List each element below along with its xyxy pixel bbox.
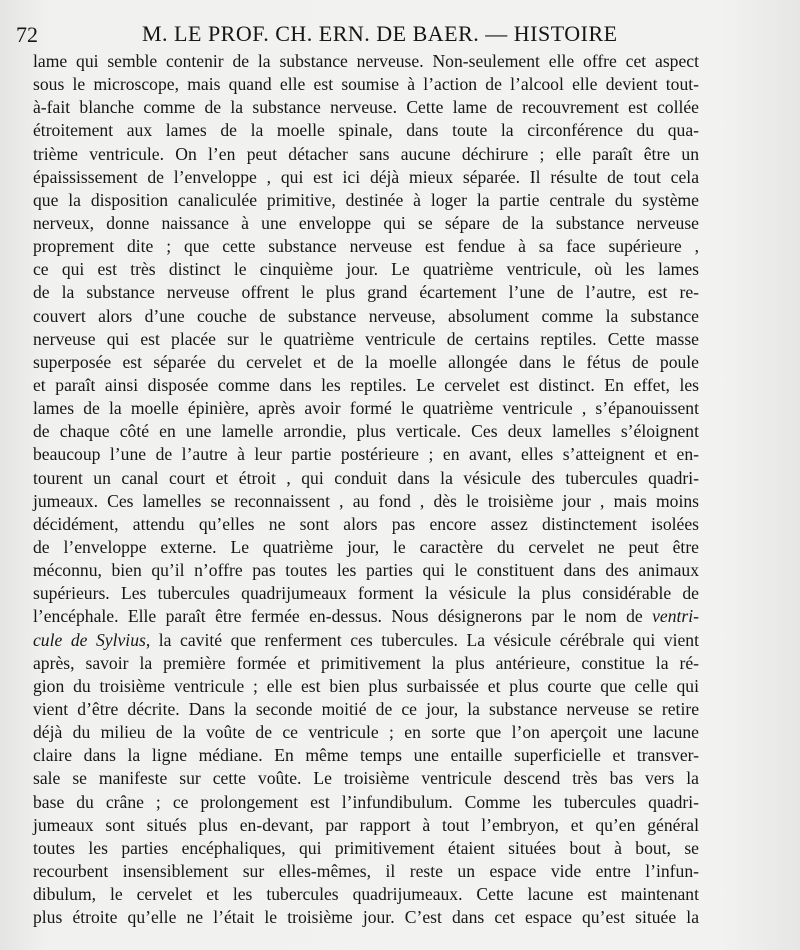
text-segment: jumeaux. Ces lamelles se reconnaissent , au fond , dès le troisième jour , mais moins bbox=[33, 490, 699, 511]
text-line bbox=[33, 559, 699, 582]
page-number: 72 bbox=[16, 22, 38, 47]
text-line bbox=[33, 189, 699, 212]
text-segment: à-fait blanche comme de la substance nerveuse. Cette lame de recouvrement est collée bbox=[33, 97, 699, 118]
text-line bbox=[33, 883, 699, 906]
text-segment: de chaque côté en une lamelle arrondie, plus verticale. Ces deux lamelles s’éloignent bbox=[33, 421, 699, 442]
text-segment: vient d’être décrite. Dans la seconde moitié de ce jour, la substance nerveuse se retire bbox=[33, 698, 699, 719]
text-line bbox=[33, 513, 699, 536]
text-segment: nerveux, donne naissance à une enveloppe qui se sépare de la substance nerveuse bbox=[33, 212, 699, 233]
running-title: M. LE PROF. CH. ERN. DE BAER. — HISTOIRE bbox=[142, 21, 618, 46]
text-line bbox=[33, 837, 699, 860]
text-segment: dibulum, le cervelet et les tubercules quadrijumeaux. Cette lacune est maintenant bbox=[33, 884, 699, 905]
text-segment: l’encéphale. Elle paraît être fermée en-dessus. Nous désignerons par le nom de bbox=[33, 606, 653, 627]
text-line bbox=[33, 235, 699, 258]
text-line bbox=[33, 629, 699, 652]
text-segment: trième ventricule. On l’en peut détacher sans aucune déchirure ; elle paraît être un bbox=[33, 143, 699, 164]
text-line bbox=[33, 420, 699, 443]
text-segment: proprement dite ; que cette substance nerveuse est fendue à sa face supérieure , bbox=[33, 236, 699, 257]
text-segment: sale se manifeste sur cette voûte. Le troisième ventricule descend très bas vers la bbox=[33, 768, 699, 789]
text-segment: couvert alors d’une couche de substance nerveuse, absolument comme la substance bbox=[33, 305, 699, 326]
text-segment: claire dans la ligne médiane. En même temps une entaille superficielle et transver- bbox=[33, 745, 699, 766]
text-segment: tourent un canal court et étroit , qui conduit dans la vésicule des tubercules quadri- bbox=[33, 467, 699, 488]
text-line bbox=[33, 443, 699, 466]
text-segment: que la disposition canaliculée primitive, destinée à loger la partie centrale du système bbox=[33, 189, 699, 210]
text-line bbox=[33, 212, 699, 235]
text-line bbox=[33, 721, 699, 744]
text-line bbox=[33, 698, 699, 721]
text-line bbox=[33, 906, 699, 929]
text-segment: sous le microscope, mais quand elle est soumise à l’action de l’alcool elle devient tout- bbox=[33, 74, 699, 95]
text-segment: gion du troisième ventricule ; elle est bien plus surbaissée et plus courte que celle qui bbox=[33, 675, 699, 696]
text-segment: ce qui est très distinct le cinquième jour. Le quatrième ventricule, où les lames bbox=[33, 259, 699, 280]
text-segment: supérieurs. Les tubercules quadrijumeaux forment la vésicule la plus considérable de bbox=[33, 583, 699, 604]
text-segment: méconnu, bien qu’il n’offre pas toutes les parties qui le constituent dans des animaux bbox=[33, 560, 699, 581]
text-line bbox=[33, 374, 699, 397]
text-segment: après, savoir la première formée et primitivement la plus antérieure, constitue la ré- bbox=[33, 652, 699, 673]
text-line bbox=[33, 73, 699, 96]
text-line bbox=[33, 328, 699, 351]
text-segment: et paraît ainsi disposée comme dans les reptiles. Le cervelet est distinct. En effet, les bbox=[33, 374, 699, 395]
text-line bbox=[33, 814, 699, 837]
text-line bbox=[33, 143, 699, 166]
text-line bbox=[33, 397, 699, 420]
text-line bbox=[33, 467, 699, 490]
text-line bbox=[33, 791, 699, 814]
italic-text-segment: cule de Sylvius bbox=[33, 629, 146, 650]
body-text bbox=[33, 50, 699, 929]
text-segment: déjà du milieu de la voûte de ce ventricule ; en sorte que l’on aperçoit une lacune bbox=[33, 722, 699, 743]
text-line bbox=[33, 351, 699, 374]
text-line bbox=[33, 166, 699, 189]
text-segment: décidément, attendu qu’elles ne sont alors pas encore assez distinctement isolées bbox=[33, 513, 699, 534]
text-segment: épaississement de l’enveloppe , qui est ici déjà mieux séparée. Il résulte de tout cela bbox=[33, 166, 699, 187]
text-segment: plus étroite qu’elle ne l’était le troisième jour. C’est dans cet espace qu’est située la bbox=[33, 907, 699, 928]
text-line bbox=[33, 605, 699, 628]
text-line bbox=[33, 652, 699, 675]
text-line bbox=[33, 305, 699, 328]
text-segment: jumeaux sont situés plus en-devant, par rapport à tout l’embryon, et qu’en général bbox=[33, 814, 699, 835]
text-line bbox=[33, 767, 699, 790]
text-line bbox=[33, 860, 699, 883]
text-segment: recourbent insensiblement sur elles-mêmes, il reste un espace vide entre l’infun- bbox=[33, 860, 699, 881]
text-segment: beaucoup l’une de l’autre à leur partie postérieure ; en avant, elles s’atteignent et en- bbox=[33, 444, 699, 465]
text-line bbox=[33, 50, 699, 73]
text-line bbox=[33, 258, 699, 281]
text-segment: de l’enveloppe externe. Le quatrième jour, le caractère du cervelet ne peut être bbox=[33, 536, 699, 557]
text-segment: de la substance nerveuse offrent le plus grand écartement l’une de l’autre, est re- bbox=[33, 282, 699, 303]
text-line bbox=[33, 490, 699, 513]
text-line bbox=[33, 119, 699, 142]
text-line bbox=[33, 582, 699, 605]
text-line bbox=[33, 536, 699, 559]
text-line bbox=[33, 96, 699, 119]
text-line bbox=[33, 281, 699, 304]
italic-text-segment: ventri- bbox=[652, 606, 699, 627]
text-segment: étroitement aux lames de la moelle spinale, dans toute la circonférence du qua- bbox=[33, 120, 699, 141]
text-line bbox=[33, 675, 699, 698]
text-segment: base du crâne ; ce prolongement est l’infundibulum. Comme les tubercules quadri- bbox=[33, 791, 699, 812]
text-segment: lame qui semble contenir de la substance nerveuse. Non-seulement elle offre cet aspect bbox=[33, 51, 699, 71]
text-line bbox=[33, 744, 699, 767]
text-segment: nerveuse qui est placée sur le quatrième ventricule de certains reptiles. Cette masse bbox=[33, 328, 699, 349]
text-segment: superposée est séparée du cervelet et de la moelle allongée dans le fétus de poule bbox=[33, 351, 699, 372]
text-segment: lames de la moelle épinière, après avoir formé le quatrième ventricule , s’épanouissent bbox=[33, 398, 699, 419]
text-segment: , la cavité que renferment ces tubercules. La vésicule cérébrale qui vient bbox=[145, 629, 699, 650]
text-segment: toutes les parties encéphaliques, qui primitivement étaient situées bout à bout, se bbox=[33, 837, 699, 858]
